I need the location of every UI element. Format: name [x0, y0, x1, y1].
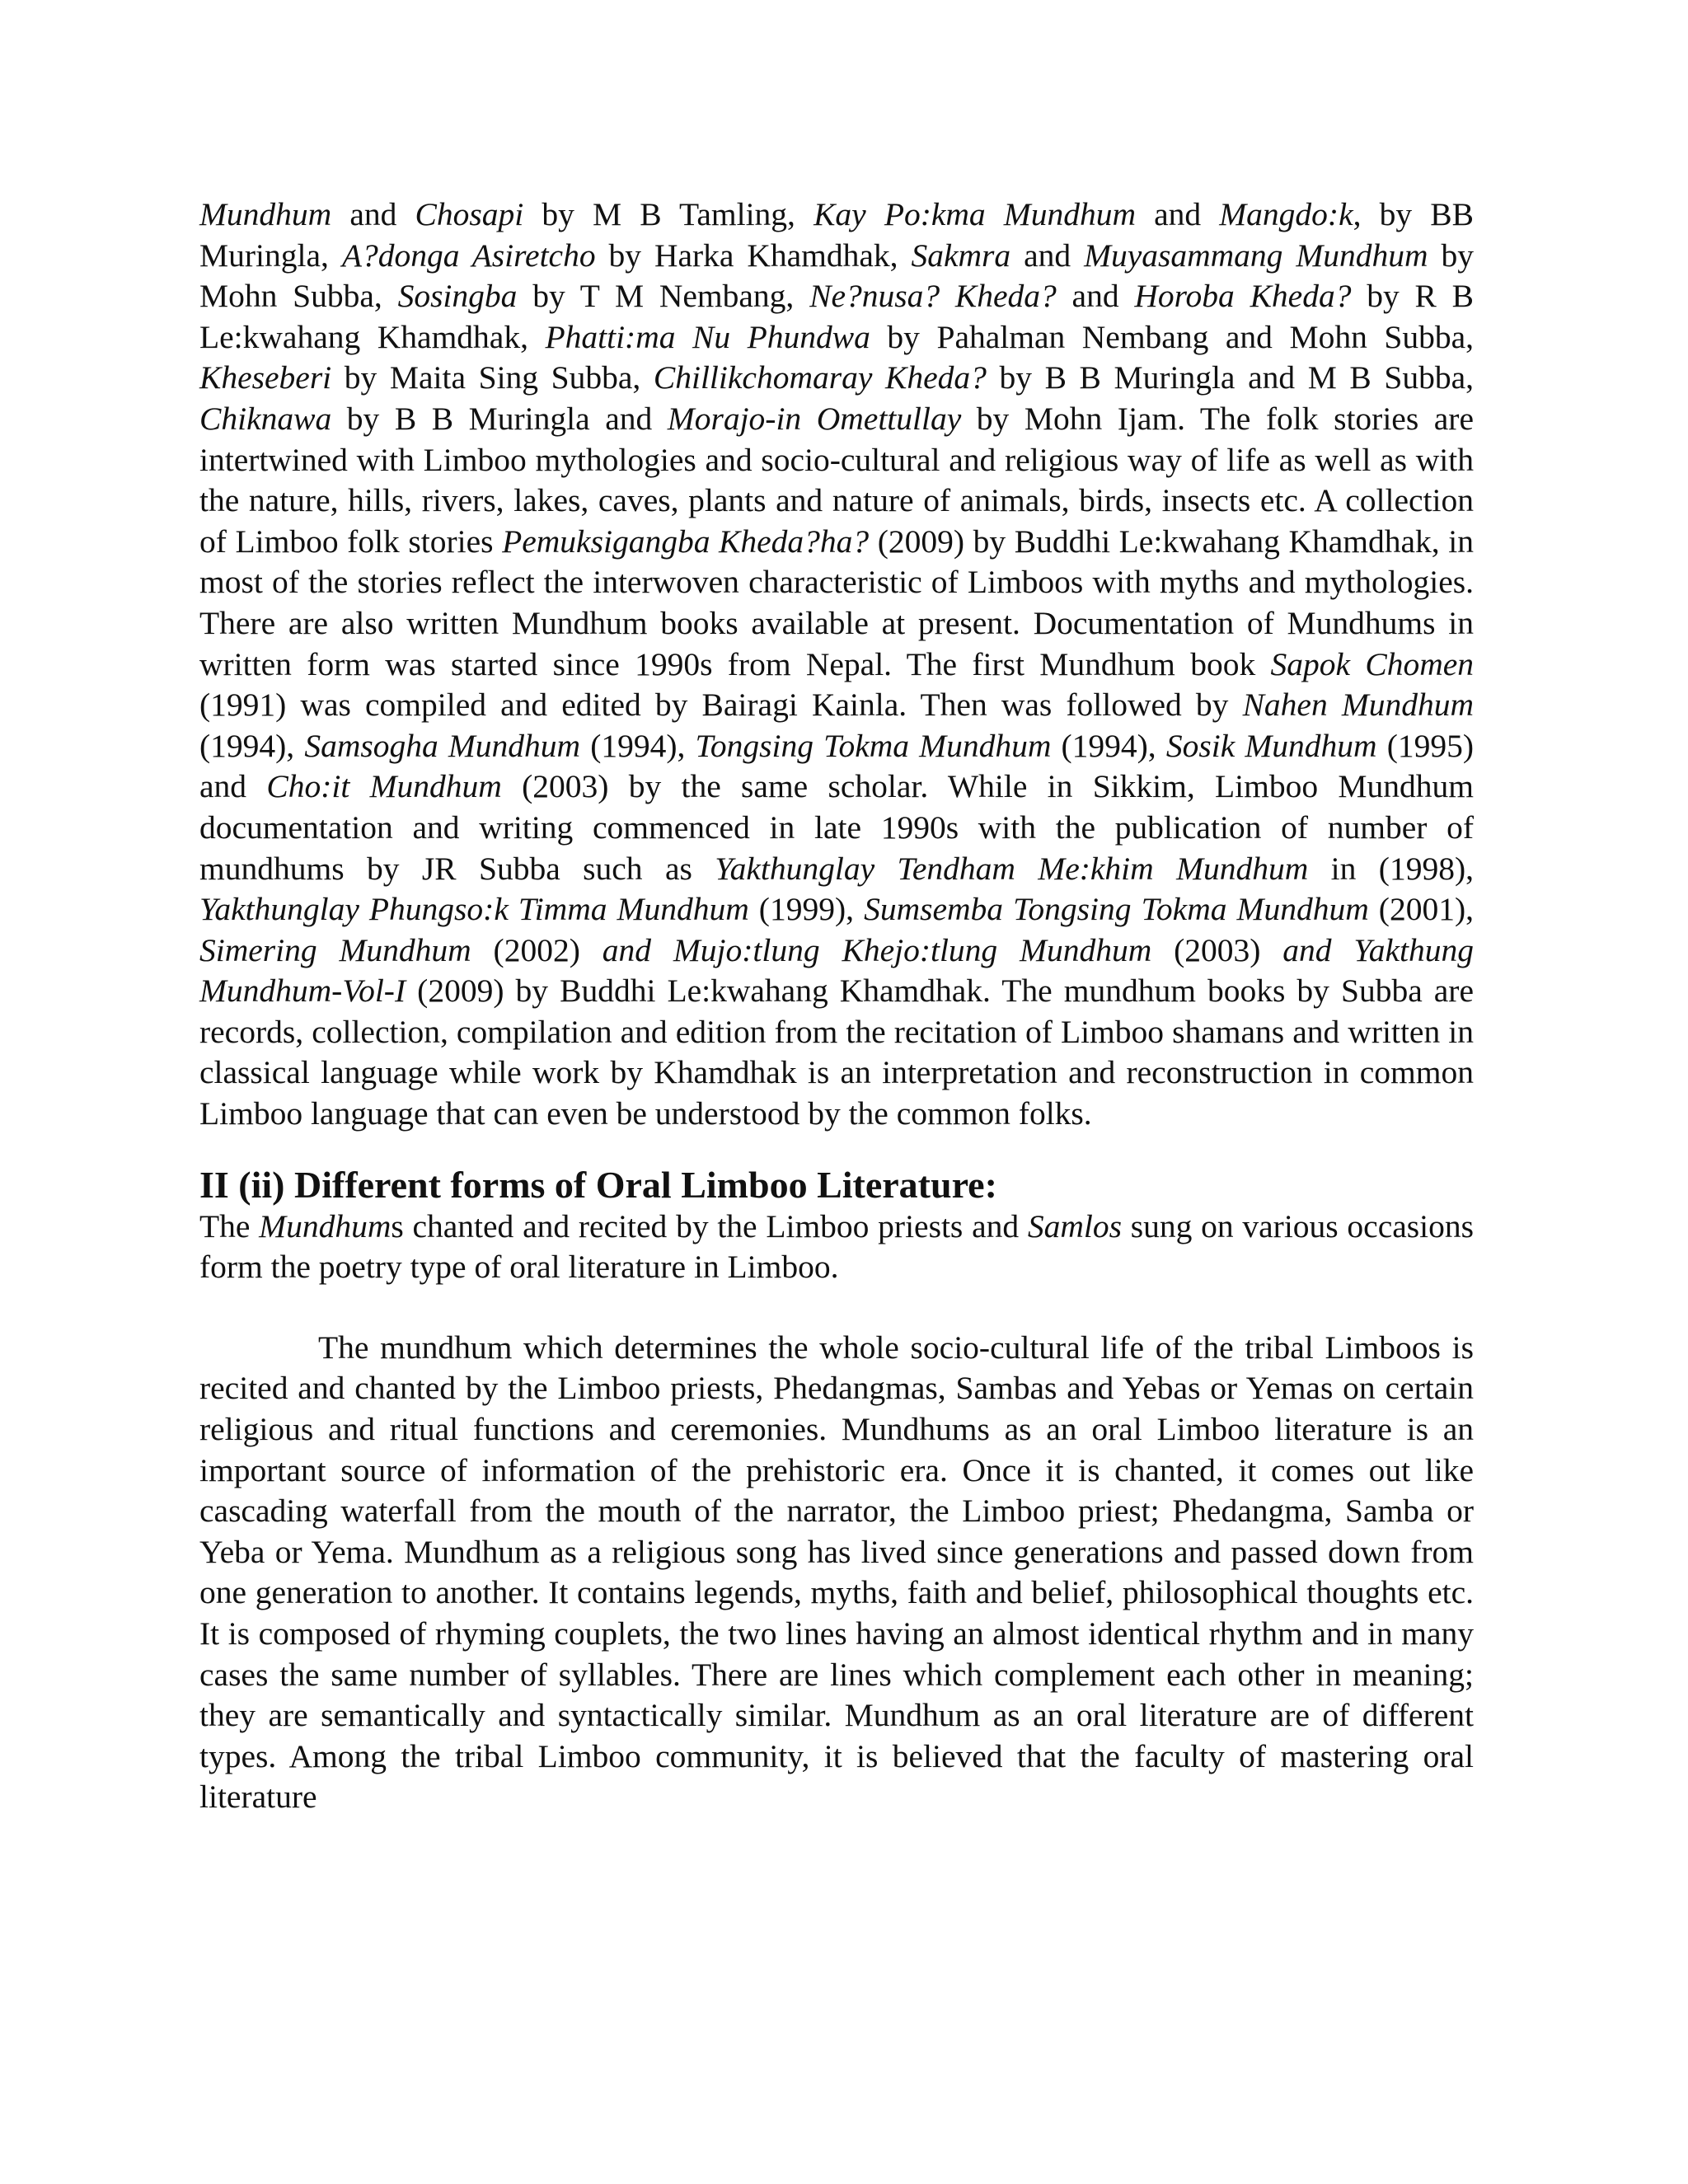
- body-text: by R B Le:kwahang Khamdhak,: [199, 278, 1474, 355]
- body-text: (2001),: [1368, 891, 1474, 928]
- body-text: The: [199, 1207, 260, 1244]
- spacer: [199, 1135, 1474, 1164]
- italic-title-text: Muyasammang Mundhum: [1084, 237, 1428, 274]
- italic-title-text: Sosik Mundhum: [1165, 727, 1377, 764]
- body-text: by T M Nembang,: [517, 278, 810, 315]
- document-page: [199, 194, 1474, 1818]
- body-text: (2003) by the same scholar. While in Sikkim, Limboo Mundhum documentation and writing commenced in late 1990s with the publication of number of mundhums by JR Subba such as: [199, 768, 1474, 887]
- italic-title-text: Sakmra: [911, 237, 1011, 274]
- italic-title-text: and Yakthung Mundhum-Vol-I: [199, 931, 1475, 1010]
- body-text: by Mohn Ijam. The folk stories are intertwined with Limboo mythologies and socio-cultural and religious way of life as well as with the nature, hills, rivers, lakes, caves, plants and nature of animals, birds, insects etc. A collection of Limboo folk stories: [199, 400, 1474, 560]
- italic-title-text: Mangdo:k: [1219, 196, 1353, 232]
- body-text: by M B Tamling,: [523, 196, 814, 232]
- italic-title-text: Samsogha Mundhum: [304, 727, 581, 764]
- body-paragraph-folk-stories: [199, 194, 1474, 1135]
- body-text: sung on various occasions form the poetry type of oral literature in Limboo.: [199, 1207, 1474, 1286]
- body-text: (2009) by Buddhi Le:kwahang Khamdhak. The mundhum books by Subba are records, collection, compilation and edition from the recitation of Limboo shamans and written in classical language while work by Khamdhak is an interpretation and reconstruction in common Limboo language that can even be understood by the common folks.: [199, 972, 1474, 1132]
- body-text: (1994),: [199, 727, 305, 764]
- italic-title-text: Pemuksigangba Kheda?ha?: [502, 523, 870, 560]
- italic-title-text: Horoba Kheda?: [1134, 278, 1352, 315]
- italic-title-text: Sapok Chomen: [1270, 645, 1475, 682]
- body-paragraph-intro: [199, 1207, 1474, 1288]
- italic-title-text: A?donga Asiretcho: [341, 237, 596, 274]
- body-text: (1994),: [1051, 727, 1166, 764]
- body-text: (2003): [1151, 931, 1283, 968]
- italic-title-text: Chosapi: [415, 196, 524, 232]
- body-paragraph-mundhum: [199, 1328, 1474, 1818]
- italic-title-text: Chiknawa: [199, 400, 332, 437]
- body-text: (1995) and: [199, 727, 1474, 805]
- body-text: and: [1135, 196, 1220, 232]
- italic-title-text: Simering Mundhum: [199, 931, 471, 968]
- italic-title-text: Kheseberi: [199, 359, 332, 396]
- body-text: and: [1010, 237, 1085, 274]
- body-text: (2009) by Buddhi Le:kwahang Khamdhak, in most of the stories reflect the interwoven characteristic of Limboos with myths and mythologies. There are also written Mundhum books available at present. Documentation of Mundhums in written form was started since 1990s from Nepal. The first Mundhum book: [199, 523, 1474, 682]
- italic-title-text: Mundhum: [199, 196, 332, 232]
- italic-title-text: Yakthunglay Phungso:k Timma Mundhum: [199, 891, 749, 928]
- italic-title-text: Morajo-in Omettullay: [667, 400, 962, 437]
- body-text: , by BB Muringla,: [199, 196, 1474, 274]
- body-text: (1994),: [580, 727, 696, 764]
- body-text: by Harka Khamdhak,: [595, 237, 912, 274]
- italic-title-text: Mundhum: [259, 1207, 392, 1244]
- body-text: by Maita Sing Subba,: [331, 359, 654, 396]
- body-text: The mundhum which determines the whole socio-cultural life of the tribal Limboos is recited and chanted by the Limboo priests, Phedangmas, Sambas and Yebas or Yemas on certain religious and ritual functions and ceremonies. Mundhums as an oral Limboo literature is an important source of information of the prehistoric era. Once it is chanted, it comes out like cascading waterfall from the mouth of the narrator, the Limboo priest; Phedangma, Samba or Yeba or Yema. Mundhum as a religious song has lived since generations and passed down from one generation to another. It contains legends, myths, faith and belief, philosophical thoughts etc. It is composed of rhyming couplets, the two lines having an almost identical rhythm and in many cases the same number of syllables. There are lines which complement each other in meaning; they are semantically and syntactically similar. Mundhum as an oral literature are of different types. Among the tribal Limboo community, it is believed that the faculty of mastering oral literature: [199, 1329, 1474, 1816]
- body-text: by B B Muringla and M B Subba,: [986, 359, 1474, 396]
- italic-title-text: Kay Po:kma Mundhum: [814, 196, 1136, 232]
- body-text: (2002): [471, 931, 603, 968]
- italic-title-text: Tongsing Tokma Mundhum: [695, 727, 1052, 764]
- body-text: and: [1056, 278, 1135, 315]
- body-text: by Pahalman Nembang and Mohn Subba,: [870, 318, 1474, 355]
- spacer: [199, 1288, 1474, 1328]
- body-text: by Mohn Subba,: [199, 237, 1474, 315]
- body-text: by B B Muringla and: [331, 400, 668, 437]
- italic-title-text: Ne?nusa? Kheda?: [809, 278, 1057, 315]
- italic-title-text: Sumsemba Tongsing Tokma Mundhum: [864, 891, 1369, 928]
- italic-title-text: Nahen Mundhum: [1242, 687, 1475, 724]
- italic-title-text: Samlos: [1027, 1207, 1122, 1244]
- section-heading: II (ii) Different forms of Oral Limboo Literature:: [199, 1163, 997, 1206]
- italic-title-text: Yakthunglay Tendham Me:khim Mundhum: [715, 850, 1309, 887]
- body-text: s chanted and recited by the Limboo priests and: [391, 1207, 1028, 1244]
- body-text: (1999),: [748, 891, 865, 928]
- italic-title-text: and Mujo:tlung Khejo:tlung Mundhum: [602, 931, 1152, 968]
- italic-title-text: Cho:it Mundhum: [266, 768, 502, 805]
- body-text: in (1998),: [1308, 850, 1474, 887]
- italic-title-text: Chillikchomaray Kheda?: [653, 359, 987, 396]
- italic-title-text: Phatti:ma Nu Phundwa: [545, 318, 870, 355]
- body-text: (1991) was compiled and edited by Bairagi Kainla. Then was followed by: [199, 687, 1243, 724]
- body-text: and: [331, 196, 415, 232]
- italic-title-text: Sosingba: [397, 278, 518, 315]
